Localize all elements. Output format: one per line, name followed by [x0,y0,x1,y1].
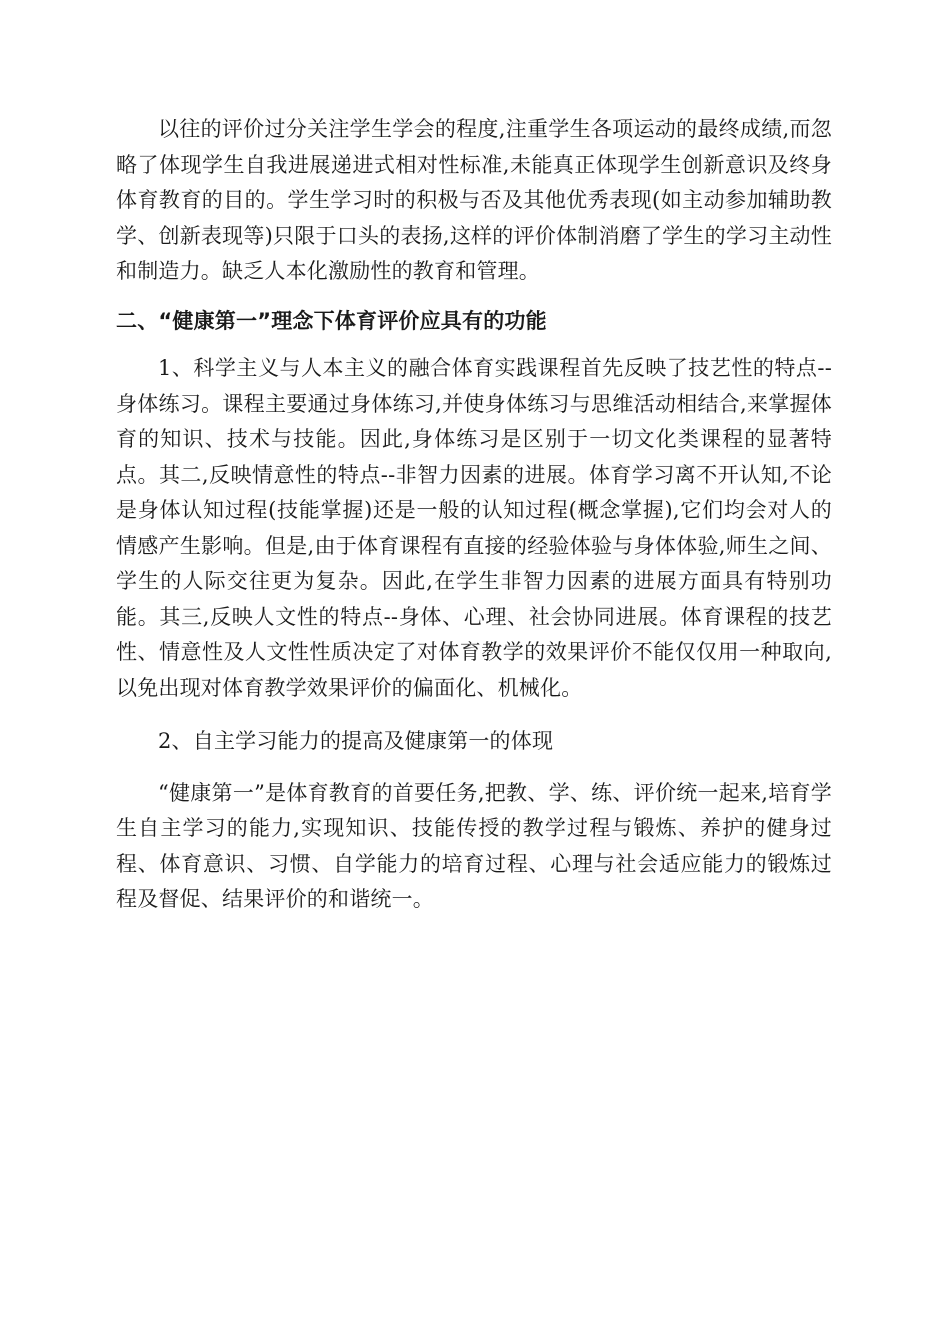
section-heading-2: 二、“健康第一”理念下体育评价应具有的功能 [116,308,547,333]
paragraph-item-1: 1、科学主义与人本主义的融合体育实践课程首先反映了技艺性的特点--身体练习。课程主要通过身体练习,并使身体练习与思维活动相结合,来掌握体育的知识、技术与技能。因此,身体练习是区别于一切文化类课程的显著特点。其二,反映情意性的特点--非智力因素的进展。体育学习离不开认知,不论是身体认知过程(技能掌握)还是一般的认知过程(概念掌握),它们均会对人的情感产生影响。但是,由于体育课程有直接的经验体验与身体体验,师生之间、学生的人际交往更为复杂。因此,在学生非智力因素的进展方面具有特别功能。其三,反映人文性的特点--身体、心理、社会协同进展。体育课程的技艺性、情意性及人文性性质决定了对体育教学的效果评价不能仅仅用一种取向,以免出现对体育教学效果评价的偏面化、机械化。 [116,356,832,700]
paragraph-health-first: “健康第一”是体育教育的首要任务,把教、学、练、评价统一起来,培育学生自主学习的能力,实现知识、技能传授的教学过程与锻炼、养护的健身过程、体育意识、习惯、自学能力的培育过程、心理与社会适应能力的锻炼过程及督促、结果评价的和谐统一。 [116,780,832,911]
subheading-item-2: 2、自主学习能力的提高及健康第一的体现 [158,729,554,753]
document-page [116,112,832,918]
paragraph-evaluation-problems: 以往的评价过分关注学生学会的程度,注重学生各项运动的最终成绩,而忽略了体现学生自我进展递进式相对性标准,未能真正体现学生创新意识及终身体育教育的目的。学生学习时的积极与否及其他优秀表现(如主动参加辅助教学、创新表现等)只限于口头的表扬,这样的评价体制消磨了学生的学习主动性和制造力。缺乏人本化激励性的教育和管理。 [116,117,832,283]
